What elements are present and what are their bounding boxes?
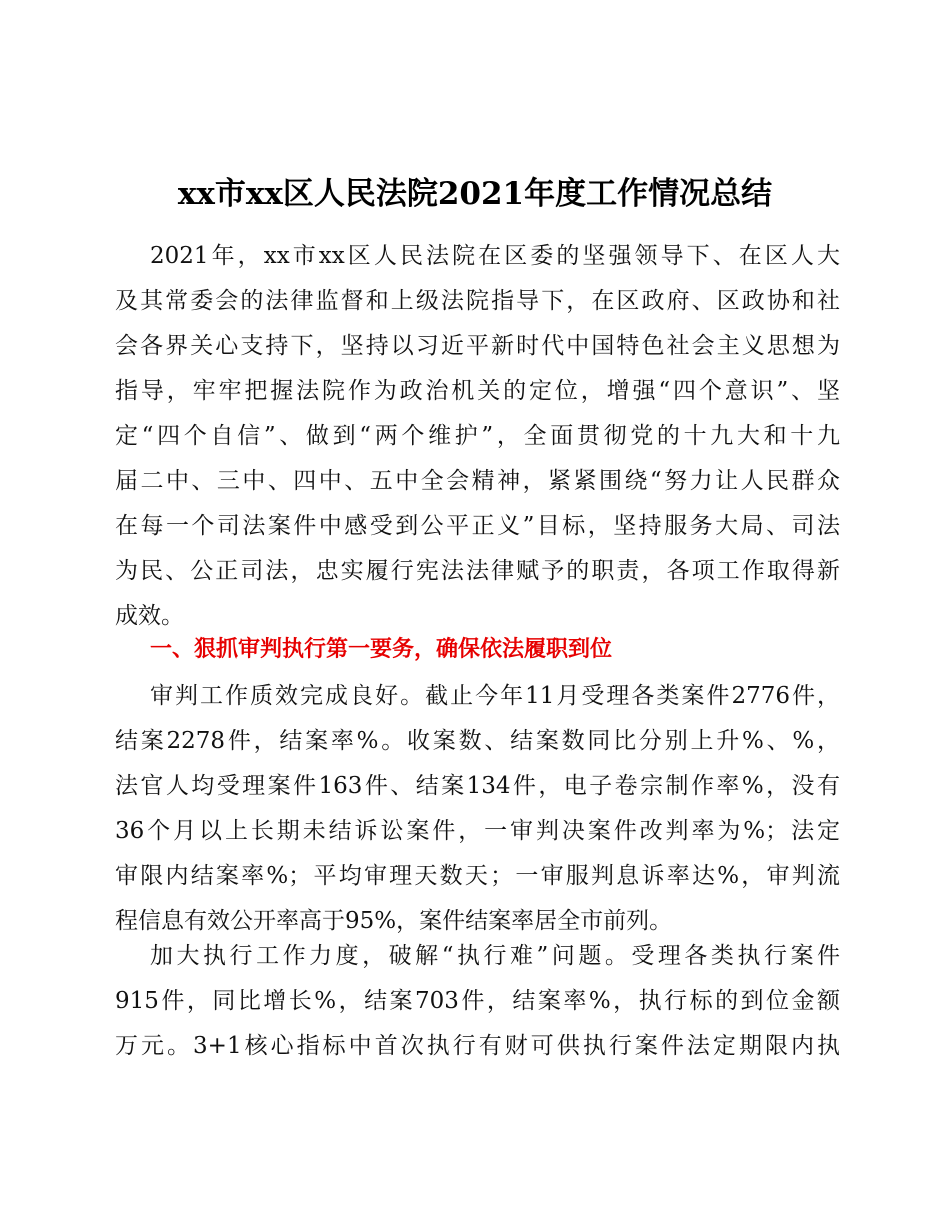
paragraph-line: 定“四个自信”、做到“两个维护”，全面贯彻党的十九大和十九 — [115, 423, 840, 449]
paragraph-line: 为民、公正司法，忠实履行宪法法律赋予的职责，各项工作取得新 — [115, 558, 840, 584]
paragraph-line: 915件，同比增长%，结案703件，结案率%，执行标的到位金额 — [115, 988, 840, 1014]
paragraph-line: 指导，牢牢把握法院作为政治机关的定位，增强“四个意识”、坚 — [115, 378, 840, 404]
paragraph-line: 及其常委会的法律监督和上级法院指导下，在区政府、区政协和社 — [115, 288, 840, 314]
paragraph-line: 结案2278件，结案率%。收案数、结案数同比分别上升%、%， — [115, 728, 840, 754]
paragraph-line: 会各界关心支持下，坚持以习近平新时代中国特色社会主义思想为 — [115, 333, 840, 359]
paragraph-line: 届二中、三中、四中、五中全会精神，紧紧围绕“努力让人民群众 — [115, 468, 840, 494]
paragraph-line: 36个月以上长期未结诉讼案件，一审判决案件改判率为%；法定 — [115, 818, 840, 844]
paragraph-line: 2021年，xx市xx区人民法院在区委的坚强领导下、在区人大 — [150, 243, 840, 269]
section-heading: 一、狠抓审判执行第一要务，确保依法履职到位 — [150, 637, 613, 662]
paragraph-line: 加大执行工作力度，破解“执行难”问题。受理各类执行案件 — [150, 943, 840, 969]
paragraph-line: 审判工作质效完成良好。截止今年11月受理各类案件2776件， — [150, 683, 840, 709]
paragraph-line: 万元。3+1核心指标中首次执行有财可供执行案件法定期限内执 — [115, 1033, 840, 1059]
paragraph-line: 程信息有效公开率高于95%，案件结案率居全市前列。 — [115, 908, 673, 934]
paragraph-line: 法官人均受理案件163件、结案134件，电子卷宗制作率%，没有 — [115, 773, 840, 799]
paragraph-line: 审限内结案率%；平均审理天数天；一审服判息诉率达%，审判流 — [115, 863, 840, 889]
document-title: xx市xx区人民法院2021年度工作情况总结 — [177, 176, 773, 212]
paragraph-line: 在每一个司法案件中感受到公平正义”目标，坚持服务大局、司法 — [115, 513, 840, 539]
paragraph-line: 成效。 — [115, 603, 184, 629]
